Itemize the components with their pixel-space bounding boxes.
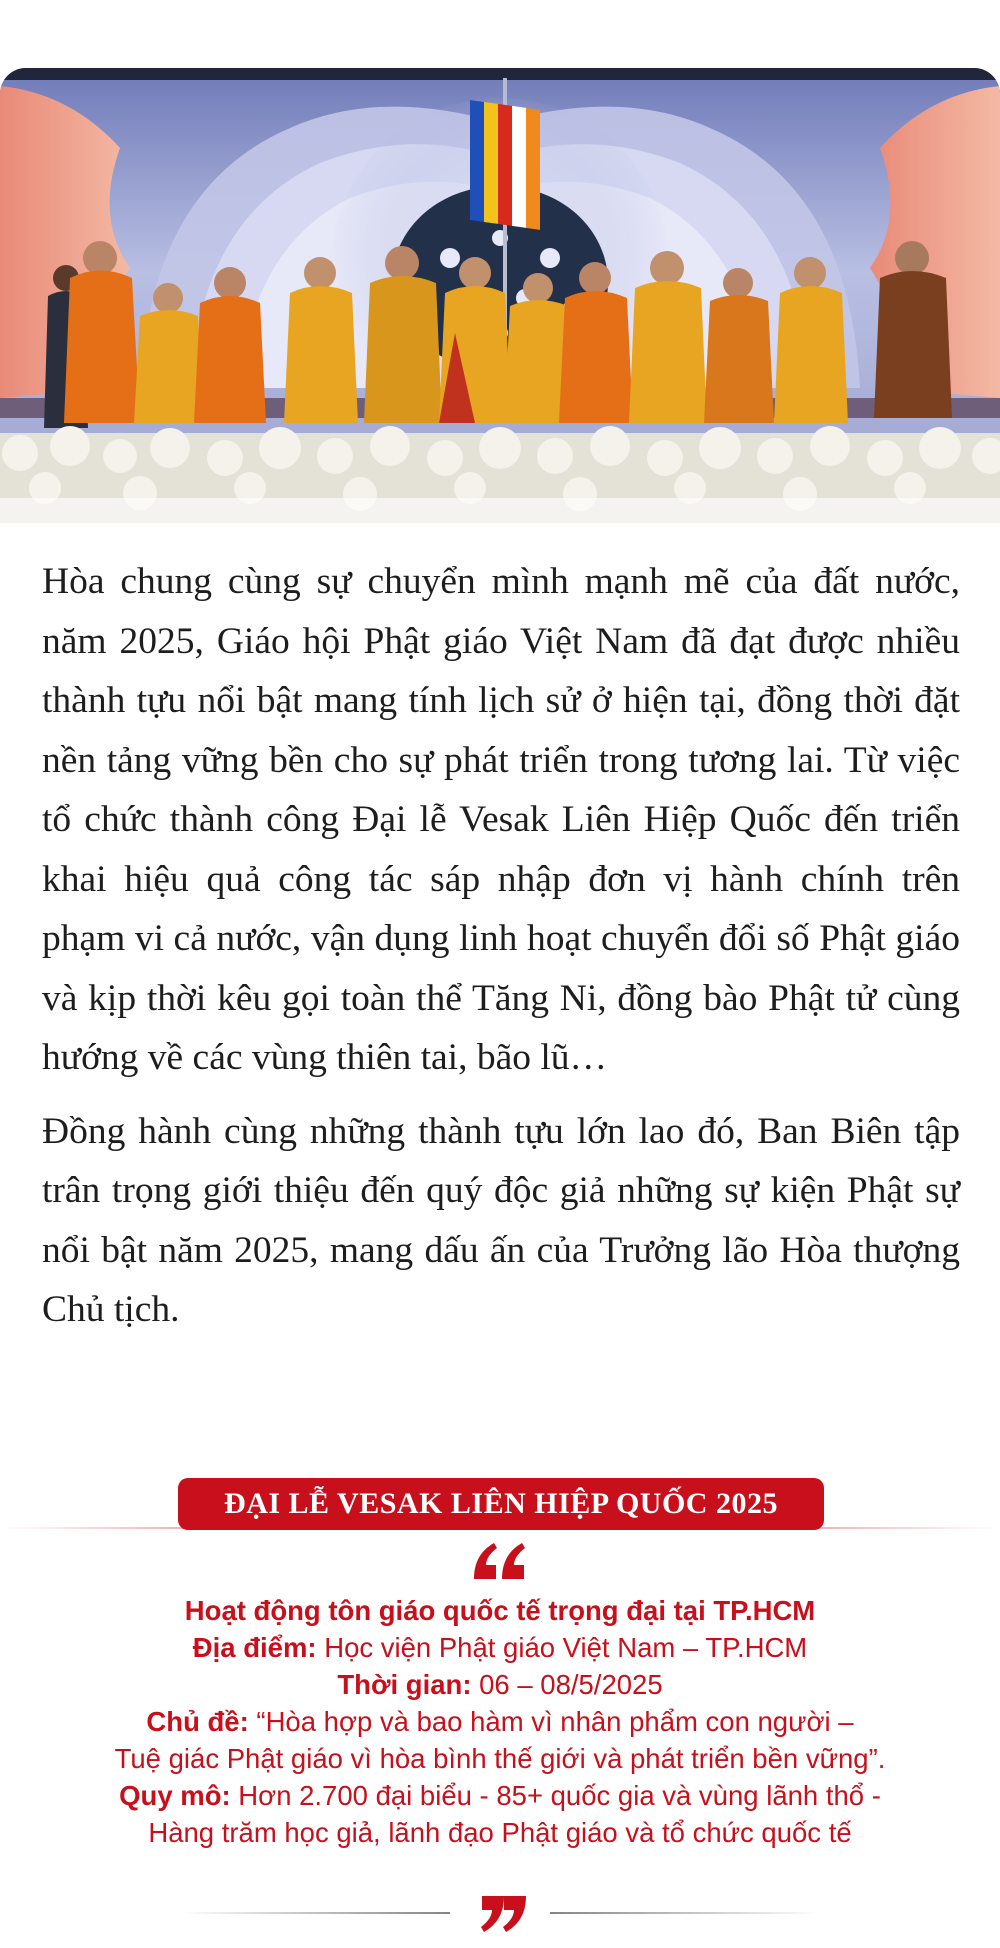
event-scale	[40, 1777, 960, 1814]
monks-flag-ceremony-photo	[0, 68, 1000, 523]
section-title-badge	[178, 1478, 824, 1530]
hero-photo	[0, 68, 1000, 523]
time-label: Thời gian:	[337, 1669, 472, 1700]
time-value: 06 – 08/5/2025	[471, 1669, 663, 1700]
theme-value-line-2: Tuệ giác Phật giáo vì hòa bình thế giới và phát triển bền vững”.	[114, 1743, 886, 1774]
bottom-rule-left	[180, 1912, 450, 1914]
open-quote-icon	[470, 1535, 530, 1587]
location-value: Học viện Phật giáo Việt Nam – TP.HCM	[316, 1632, 808, 1663]
scale-value-line-2: Hàng trăm học giả, lãnh đạo Phật giáo và tổ chức quốc tế	[148, 1817, 852, 1848]
event-theme	[40, 1703, 960, 1740]
theme-label: Chủ đề:	[146, 1706, 249, 1737]
theme-value-line-1: “Hòa hợp và bao hàm vì nhân phẩm con người –	[248, 1706, 854, 1737]
scale-value-line-1: Hơn 2.700 đại biểu - 85+ quốc gia và vùng lãnh thổ -	[230, 1780, 881, 1811]
event-time	[40, 1666, 960, 1703]
event-location	[40, 1629, 960, 1666]
intro-paragraph: Hòa chung cùng sự chuyển mình mạnh mẽ của đất nước, năm 2025, Giáo hội Phật giáo Việt Nam đã đạt được nhiều thành tựu nổi bật mang tính lịch sử ở hiện tại, đồng thời đặt nền tảng vững bền cho sự phát triển trong tương lai. Từ việc tổ chức thành công Đại lễ Vesak Liên Hiệp Quốc đến triển khai hiệu quả công tác sáp nhập đơn vị hành chính trên phạm vi cả nước, vận dụng linh hoạt chuyển đổi số Phật giáo và kịp thời kêu gọi toàn thể Tăng Ni, đồng bào Phật tử cùng hướng về các vùng thiên tai, bão lũ…	[42, 561, 960, 1078]
event-facts	[40, 1592, 960, 1851]
bottom-rule-right	[550, 1912, 820, 1914]
article-body	[42, 552, 960, 1340]
location-label: Địa điểm:	[192, 1632, 317, 1663]
editorial-paragraph: Đồng hành cùng những thành tựu lớn lao đó, Ban Biên tập trân trọng giới thiệu đến quý độc giả những sự kiện Phật sự nổi bật năm 2025, mang dấu ấn của Trưởng lão Hòa thượng Chủ tịch.	[42, 1110, 960, 1330]
scale-label: Quy mô:	[119, 1780, 231, 1811]
section-title: ĐẠI LỄ VESAK LIÊN HIỆP QUỐC 2025	[224, 1487, 778, 1520]
close-quote-icon	[470, 1888, 530, 1940]
event-headline: Hoạt động tôn giáo quốc tế trọng đại tại TP.HCM	[184, 1595, 816, 1626]
